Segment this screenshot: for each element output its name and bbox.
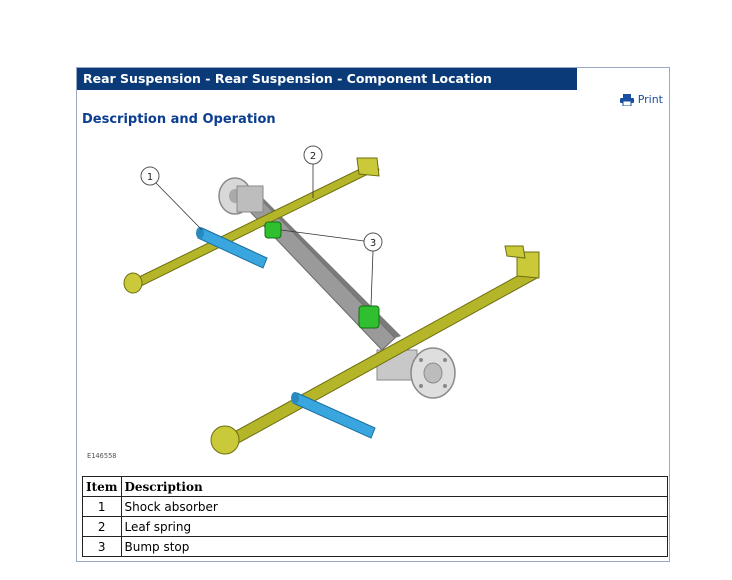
section-title: Description and Operation	[82, 112, 276, 127]
item-number: 2	[83, 517, 122, 537]
callout-3-text: 3	[369, 238, 377, 249]
column-header-description: Description	[121, 477, 668, 497]
bump-stop-left	[265, 222, 281, 238]
table-row	[83, 517, 668, 537]
parts-table	[82, 476, 668, 557]
callout-1-leader	[156, 183, 202, 230]
bump-stop-right	[359, 306, 379, 328]
item-number: 3	[83, 537, 122, 557]
item-description: Bump stop	[121, 537, 668, 557]
print-button[interactable]	[620, 93, 663, 106]
callout-1-text: 1	[146, 172, 154, 183]
table-row	[83, 537, 668, 557]
column-header-item: Item	[83, 477, 122, 497]
shock-absorber-right	[291, 392, 375, 438]
table-header-row	[83, 477, 668, 497]
callout-3-leader-b	[371, 251, 373, 306]
printer-icon	[620, 94, 634, 106]
left-hub	[219, 178, 263, 214]
table-row	[83, 497, 668, 517]
page-title: Rear Suspension - Rear Suspension - Component Location	[77, 68, 577, 90]
figure-code: E146558	[87, 452, 117, 460]
item-description: Shock absorber	[121, 497, 668, 517]
print-label: Print	[637, 93, 663, 106]
callout-2-text: 2	[309, 151, 317, 162]
item-description: Leaf spring	[121, 517, 668, 537]
document-frame	[76, 67, 670, 562]
leaf-spring-near	[211, 246, 539, 454]
leaf-spring-far	[124, 158, 379, 293]
item-number: 1	[83, 497, 122, 517]
suspension-diagram	[77, 128, 671, 473]
